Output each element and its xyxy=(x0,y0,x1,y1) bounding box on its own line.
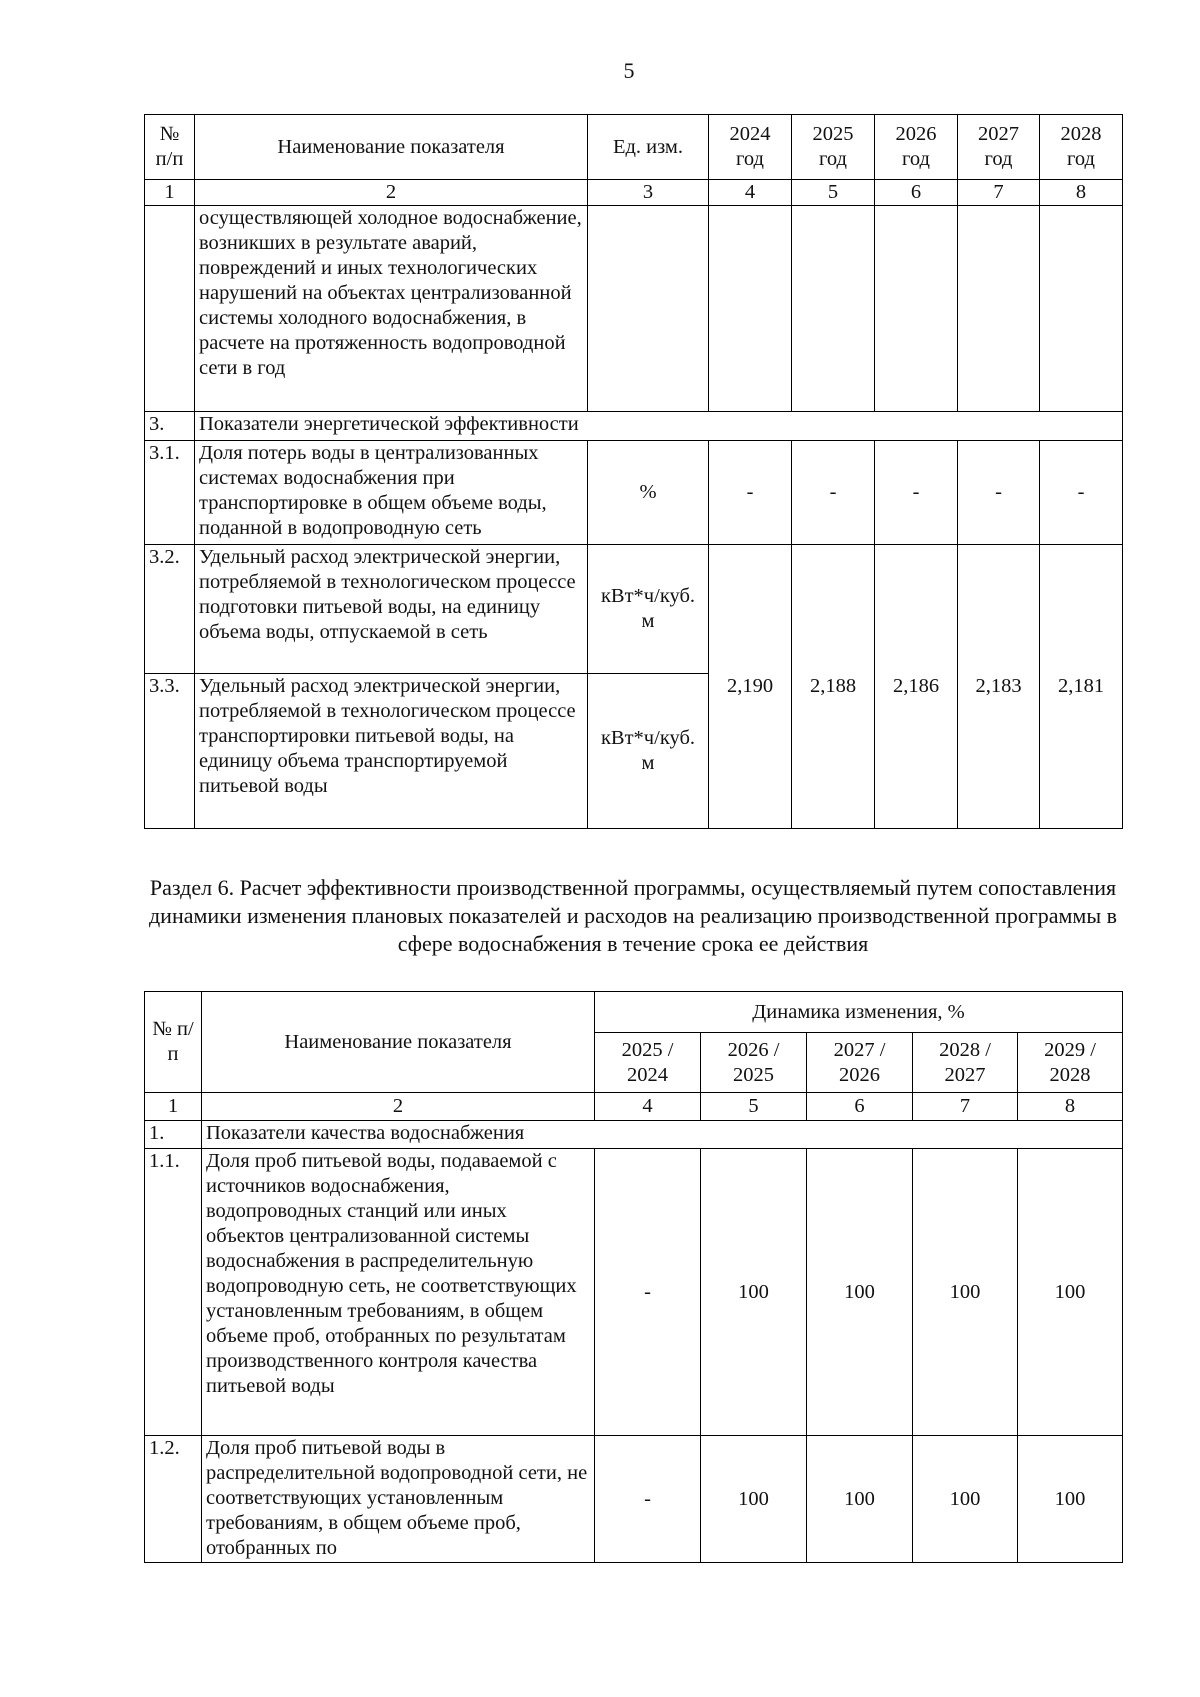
indicator-name: Доля проб питьевой воды, подаваемой с источников водоснабжения, водопроводных станций или иных объектов централизованной системы водоснабжения в распределительную водопроводную сеть, не соответствующих установленным требованиям, в общем объеме проб, отобранных по результатам производственного контроля качества питьевой воды xyxy=(202,1149,595,1436)
column-number: 6 xyxy=(807,1093,913,1121)
table-row xyxy=(145,1149,1123,1436)
value-cell: 100 xyxy=(913,1149,1018,1436)
value-cell: - xyxy=(595,1149,701,1436)
value-cell: - xyxy=(958,441,1040,545)
value-cell: 100 xyxy=(1018,1436,1123,1563)
column-number: 8 xyxy=(1018,1093,1123,1121)
unit-cell: кВт*ч/куб. м xyxy=(588,545,709,674)
merged-value-cell: 2,183 xyxy=(958,545,1040,829)
merged-value-cell: 2,181 xyxy=(1040,545,1123,829)
section-6-title: Раздел 6. Расчет эффективности производственной программы, осуществляемый путем сопоставления динамики изменения плановых показателей и расходов на реализацию производственной программы в сфере водоснабжения в течение срока ее действия xyxy=(148,875,1117,956)
header-year: 2026 год xyxy=(875,115,958,180)
value-cell: - xyxy=(792,441,875,545)
table-header-row xyxy=(145,115,1123,180)
column-number: 3 xyxy=(588,180,709,206)
section-number: 1. xyxy=(145,1121,202,1149)
header-name: Наименование показателя xyxy=(195,115,588,180)
column-number: 5 xyxy=(701,1093,807,1121)
column-number: 7 xyxy=(958,180,1040,206)
indicator-name: Удельный расход электрической энергии, потребляемой в технологическом процессе подготовки питьевой воды, на единицу объема воды, отпускаемой в сеть xyxy=(195,545,588,674)
column-number: 4 xyxy=(709,180,792,206)
header-num: № п/п xyxy=(145,992,202,1093)
table-row xyxy=(145,1436,1123,1563)
column-number: 6 xyxy=(875,180,958,206)
unit-cell: кВт*ч/куб. м xyxy=(588,674,709,829)
column-number-row xyxy=(145,1093,1123,1121)
section-number: 3. xyxy=(145,412,195,441)
row-number: 1.1. xyxy=(145,1149,202,1436)
column-number: 8 xyxy=(1040,180,1123,206)
merged-value-cell: 2,188 xyxy=(792,545,875,829)
column-number-row xyxy=(145,180,1123,206)
column-number: 2 xyxy=(202,1093,595,1121)
section-row xyxy=(145,412,1123,441)
section-title: Показатели качества водоснабжения xyxy=(202,1121,1123,1149)
column-number: 7 xyxy=(913,1093,1018,1121)
header-year: 2027 год xyxy=(958,115,1040,180)
column-number: 4 xyxy=(595,1093,701,1121)
indicators-table xyxy=(144,114,1123,829)
value-cell: 100 xyxy=(807,1149,913,1436)
header-period: 2026 / 2025 xyxy=(701,1033,807,1093)
value-cell: - xyxy=(709,441,792,545)
value-cell: 100 xyxy=(701,1436,807,1563)
value-cell: - xyxy=(595,1436,701,1563)
column-number: 1 xyxy=(145,180,195,206)
value-cell: 100 xyxy=(807,1436,913,1563)
row-number: 3.3. xyxy=(145,674,195,829)
indicator-name: Доля потерь воды в централизованных системах водоснабжения при транспортировке в общем объеме воды, поданной в водопроводную сеть xyxy=(195,441,588,545)
header-period: 2028 / 2027 xyxy=(913,1033,1018,1093)
header-unit: Ед. изм. xyxy=(588,115,709,180)
indicator-name: осуществляющей холодное водоснабжение, возникших в результате аварий, повреждений и иных технологических нарушений на объектах централизованной системы холодного водоснабжения, в расчете на протяженность водопроводной сети в год xyxy=(195,206,588,412)
column-number: 5 xyxy=(792,180,875,206)
efficiency-table xyxy=(144,991,1123,1563)
indicator-name: Удельный расход электрической энергии, потребляемой в технологическом процессе транспортировки питьевой воды, на единицу объема транспортируемой питьевой воды xyxy=(195,674,588,829)
value-cell: - xyxy=(1040,441,1123,545)
indicator-name: Доля проб питьевой воды в распределительной водопроводной сети, не соответствующих установленным требованиям, в общем объеме проб, отобранных по xyxy=(202,1436,595,1563)
table-row xyxy=(145,206,1123,412)
header-name: Наименование показателя xyxy=(202,992,595,1093)
section-title: Показатели энергетической эффективности xyxy=(195,412,1123,441)
row-number: 3.2. xyxy=(145,545,195,674)
column-number: 1 xyxy=(145,1093,202,1121)
value-cell: - xyxy=(875,441,958,545)
page-number: 5 xyxy=(623,58,635,83)
header-num: № п/п xyxy=(145,115,195,180)
header-dynamics: Динамика изменения, % xyxy=(595,992,1123,1033)
column-number: 2 xyxy=(195,180,588,206)
header-year: 2024 год xyxy=(709,115,792,180)
value-cell: 100 xyxy=(1018,1149,1123,1436)
table-header-row xyxy=(145,992,1123,1033)
section-row xyxy=(145,1121,1123,1149)
header-period: 2029 / 2028 xyxy=(1018,1033,1123,1093)
value-cell: 100 xyxy=(701,1149,807,1436)
merged-value-cell: 2,190 xyxy=(709,545,792,829)
table-row xyxy=(145,441,1123,545)
row-number: 3.1. xyxy=(145,441,195,545)
header-period: 2025 / 2024 xyxy=(595,1033,701,1093)
header-period: 2027 / 2026 xyxy=(807,1033,913,1093)
table-row xyxy=(145,545,1123,674)
value-cell: 100 xyxy=(913,1436,1018,1563)
merged-value-cell: 2,186 xyxy=(875,545,958,829)
header-year: 2025 год xyxy=(792,115,875,180)
unit-cell: % xyxy=(588,441,709,545)
row-number: 1.2. xyxy=(145,1436,202,1563)
header-year: 2028 год xyxy=(1040,115,1123,180)
